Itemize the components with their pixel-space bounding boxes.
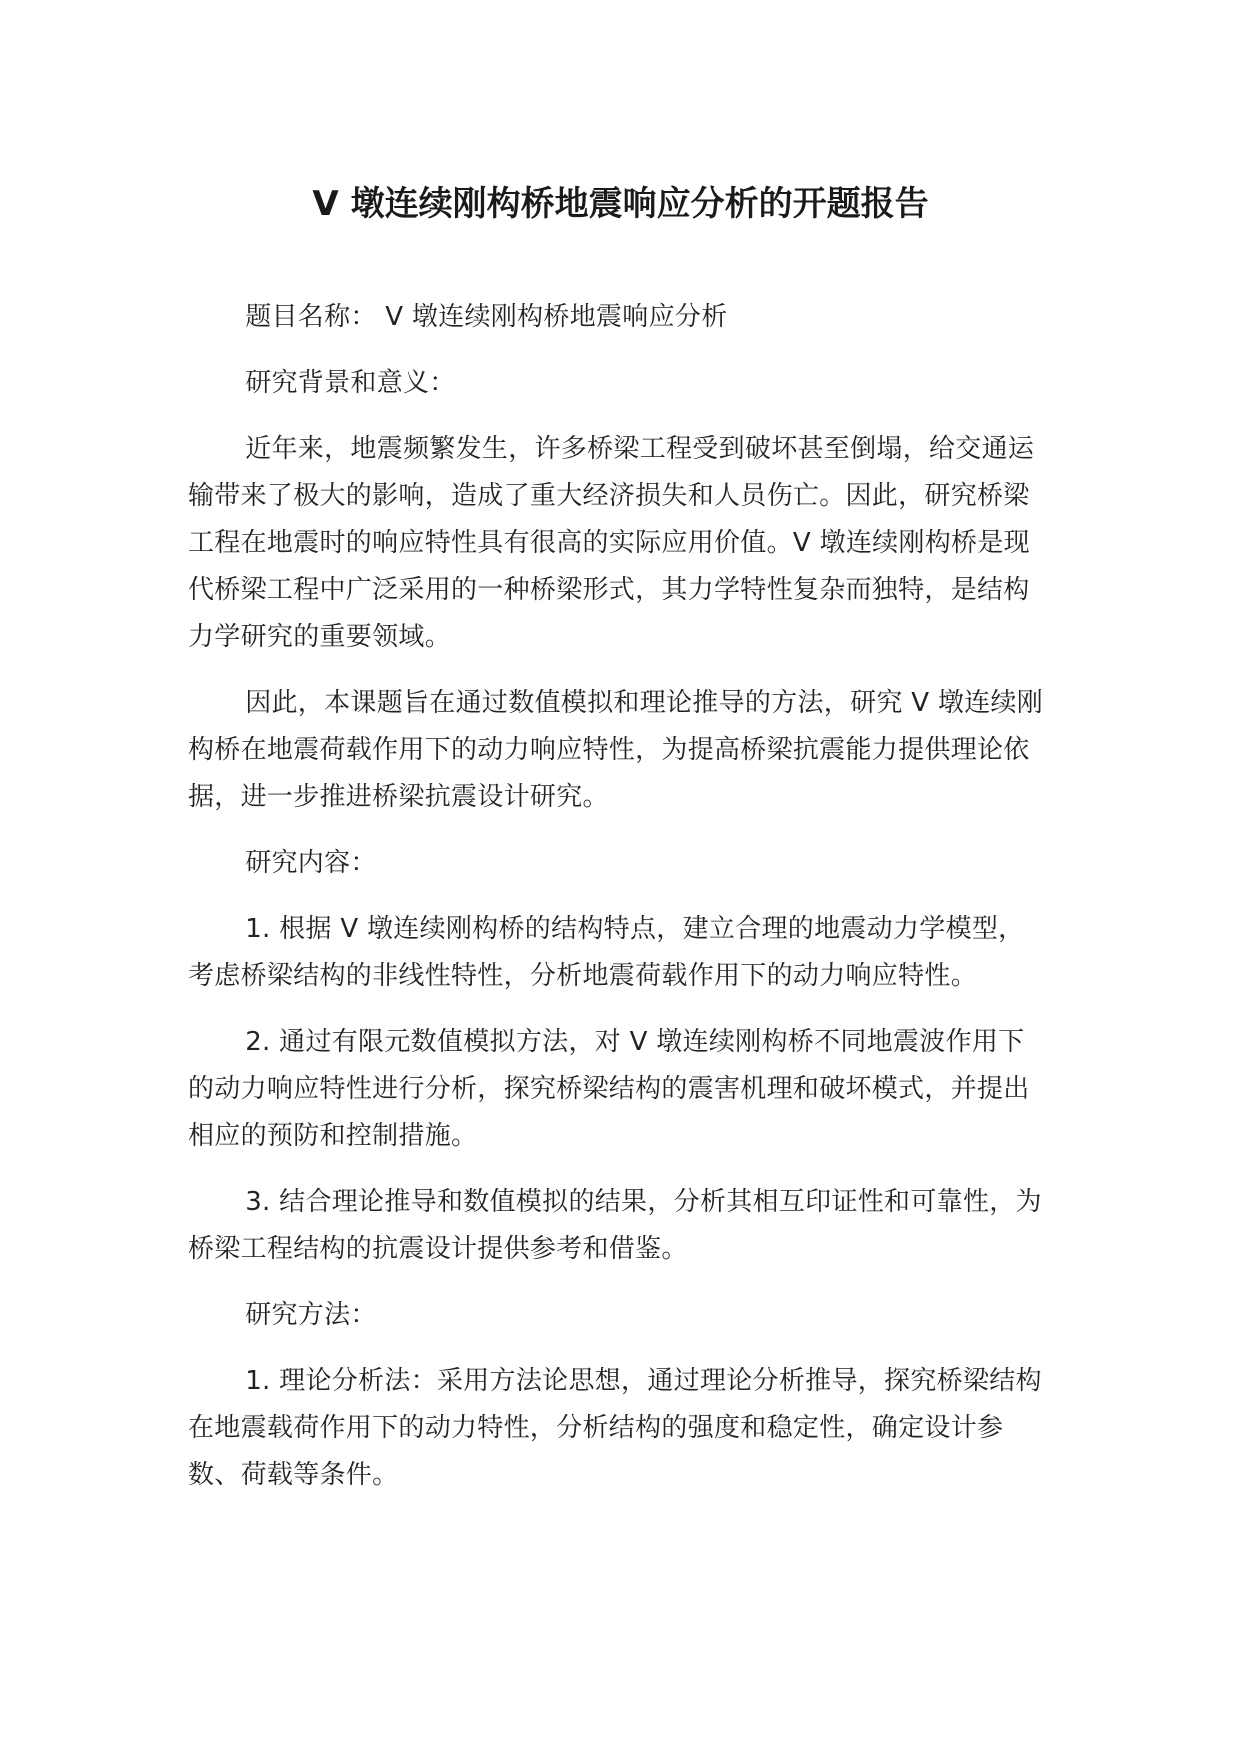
method-heading: 研究方法： [245,1300,377,1330]
content-item-2: 2. 通过有限元数值模拟方法，对 V 墩连续刚构桥不同地震波作用下的动力响应特性进行分析，探究桥梁结构的震害机理和破坏模式，并提出相应的预防和控制措施。 [188,1027,1030,1151]
content-heading: 研究内容： [245,848,377,878]
topic-name-paragraph: 题目名称： V 墩连续刚构桥地震响应分析 [245,302,728,332]
method-item-1: 1. 理论分析法：采用方法论思想，通过理论分析推导，探究桥梁结构在地震载荷作用下的动力特性，分析结构的强度和稳定性，确定设计参数、荷载等条件。 [188,1366,1042,1490]
content-item-3: 3. 结合理论推导和数值模拟的结果，分析其相互印证性和可靠性，为桥梁工程结构的抗震设计提供参考和借鉴。 [188,1187,1042,1264]
purpose-paragraph: 因此，本课题旨在通过数值模拟和理论推导的方法，研究 V 墩连续刚构桥在地震荷载作用下的动力响应特性，为提高桥梁抗震能力提供理论依据，进一步推进桥梁抗震设计研究。 [188,688,1044,812]
content-item-1: 1. 根据 V 墩连续刚构桥的结构特点，建立合理的地震动力学模型，考虑桥梁结构的非线性特性，分析地震荷载作用下的动力响应特性。 [188,914,1025,991]
document-title: V 墩连续刚构桥地震响应分析的开题报告 [312,184,929,224]
background-heading: 研究背景和意义： [245,368,456,398]
document-body [188,294,1048,1518]
background-paragraph: 近年来，地震频繁发生，许多桥梁工程受到破坏甚至倒塌，给交通运输带来了极大的影响，造成了重大经济损失和人员伤亡。因此，研究桥梁工程在地震时的响应特性具有很高的实际应用价值。V 墩连续刚构桥是现代桥梁工程中广泛采用的一种桥梁形式，其力学特性复杂而独特，是结构力学研究的重要领域。 [188,434,1035,652]
